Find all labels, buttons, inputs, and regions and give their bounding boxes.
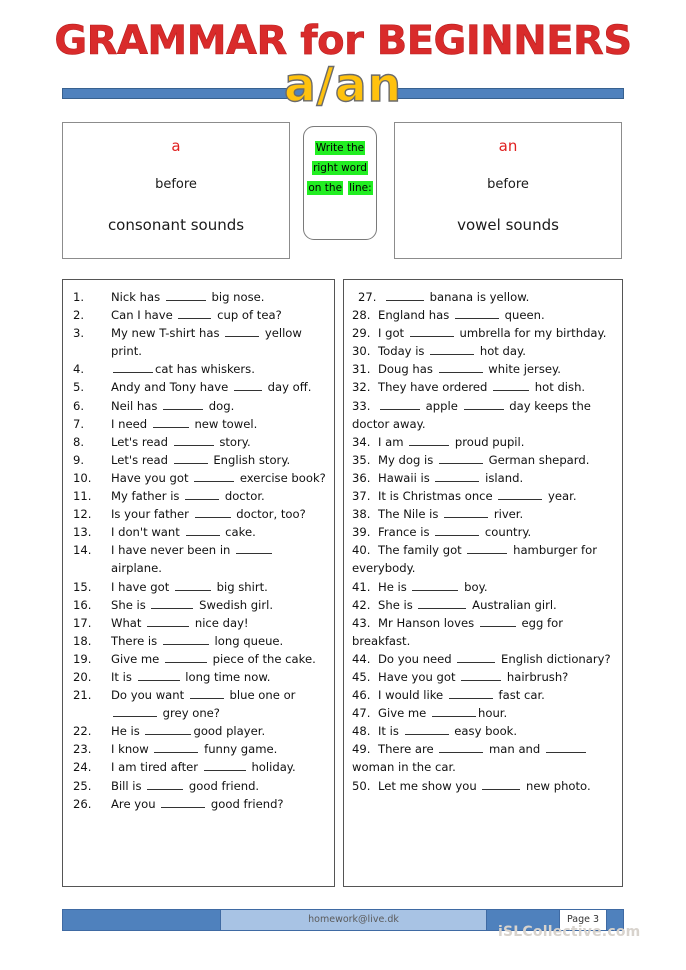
exercise-text: Are you <box>111 796 160 811</box>
exercise-number: 35. <box>352 452 371 467</box>
exercise-number: 2. <box>73 308 85 323</box>
exercise-item <box>73 433 328 451</box>
exercise-number: 1. <box>73 290 85 304</box>
page-number: Page 3 <box>559 909 607 931</box>
exercise-number: 25. <box>73 778 92 793</box>
exercise-item <box>352 777 616 795</box>
exercise-text: doctor, too? <box>232 507 306 522</box>
exercise-item <box>352 360 616 378</box>
exercise-text: He is <box>111 724 144 739</box>
answer-blank[interactable] <box>380 398 420 410</box>
answer-blank[interactable] <box>194 470 234 482</box>
exercise-item <box>73 740 328 758</box>
answer-blank[interactable] <box>174 452 208 464</box>
exercise-text: banana is yellow. <box>426 290 530 304</box>
rule-box-a <box>62 122 290 259</box>
answer-blank[interactable] <box>175 579 211 591</box>
exercise-number: 4. <box>73 362 85 377</box>
answer-blank[interactable] <box>467 542 507 554</box>
exercise-number: 15. <box>73 579 92 594</box>
exercise-number: 45. <box>352 669 371 684</box>
answer-blank[interactable] <box>166 289 206 301</box>
exercise-text: white jersey. <box>484 362 561 377</box>
exercise-columns <box>0 279 686 889</box>
exercise-item <box>352 397 616 433</box>
before-label-an: before <box>487 177 529 192</box>
rule-box-an <box>394 122 622 259</box>
article-label-an: an <box>498 137 518 155</box>
exercise-number: 7. <box>73 416 85 431</box>
exercise-number: 8. <box>73 434 85 449</box>
exercise-item <box>352 668 616 686</box>
exercise-item <box>73 795 328 813</box>
exercise-text: long queue. <box>210 633 284 648</box>
exercise-text: There is <box>111 633 161 648</box>
answer-blank[interactable] <box>439 452 483 464</box>
exercise-number: 6. <box>73 398 85 413</box>
exercise-text: Mr Hanson loves <box>378 615 478 630</box>
answer-blank[interactable] <box>435 470 479 482</box>
answer-blank[interactable] <box>186 524 220 536</box>
exercise-item <box>352 523 616 541</box>
exercise-number: 11. <box>73 489 92 504</box>
exercise-text: I know <box>111 742 153 757</box>
exercise-text: fast car. <box>494 688 545 703</box>
exercise-item <box>358 288 616 306</box>
exercise-number: 17. <box>73 615 92 630</box>
exercise-item <box>73 541 328 577</box>
exercise-item <box>73 378 328 396</box>
exercise-text: good friend. <box>185 778 260 793</box>
exercise-text: blue one or <box>225 688 296 703</box>
consonant-sounds-label: consonant sounds <box>107 216 245 234</box>
exercise-text: France is <box>378 525 434 540</box>
exercise-number: 18. <box>73 633 92 648</box>
exercise-text: cat has whiskers. <box>155 362 255 377</box>
exercise-item <box>73 306 328 324</box>
exercise-text: There are <box>378 742 438 757</box>
exercise-item <box>352 451 616 469</box>
instruction-line-3: on the <box>308 182 343 194</box>
exercise-number: 37. <box>352 489 371 504</box>
exercise-item <box>352 433 616 451</box>
exercise-text: English dictionary? <box>497 651 611 666</box>
answer-blank[interactable] <box>482 778 520 790</box>
exercise-item <box>73 578 328 596</box>
page-title: GRAMMAR for BEGINNERS <box>54 18 632 64</box>
answer-blank[interactable] <box>151 597 193 609</box>
exercise-text: story. <box>215 434 251 449</box>
answer-blank[interactable] <box>546 741 586 753</box>
answer-blank[interactable] <box>153 416 189 428</box>
exercise-number: 50. <box>352 778 371 793</box>
exercise-item <box>73 288 328 306</box>
exercise-text: cup of tea? <box>213 308 282 323</box>
answer-blank[interactable] <box>190 687 224 699</box>
exercise-text: man and <box>485 742 544 757</box>
exercise-text: She is <box>378 597 417 612</box>
exercise-number: 40. <box>352 543 371 558</box>
exercise-text: Give me <box>378 706 430 721</box>
exercise-number: 47. <box>352 706 371 721</box>
exercise-item <box>73 505 328 523</box>
answer-blank[interactable] <box>405 723 449 735</box>
instruction-line-2: right word <box>313 162 367 174</box>
exercise-number: 13. <box>73 525 92 540</box>
exercise-text: Can I have <box>111 308 177 323</box>
answer-blank[interactable] <box>418 597 466 609</box>
answer-blank[interactable] <box>163 398 203 410</box>
exercise-column-left <box>62 279 335 887</box>
exercise-text: egg for breakfast. <box>352 615 563 648</box>
before-label-a: before <box>155 177 197 192</box>
answer-blank[interactable] <box>234 379 262 391</box>
exercise-text: My dog is <box>378 452 437 467</box>
exercise-number: 9. <box>73 452 85 467</box>
answer-blank[interactable] <box>410 325 454 337</box>
exercise-number: 23. <box>73 742 92 757</box>
exercise-item <box>352 650 616 668</box>
exercise-text: Today is <box>378 344 429 359</box>
subtitle: a/an <box>283 58 403 113</box>
exercise-number: 48. <box>352 724 371 739</box>
exercise-text: doctor. <box>221 489 265 504</box>
exercise-item <box>73 777 328 795</box>
exercise-number: 33. <box>352 398 371 413</box>
exercise-text: Give me <box>111 651 163 666</box>
answer-blank[interactable] <box>449 687 493 699</box>
exercise-text: holiday. <box>247 760 296 775</box>
exercise-text: boy. <box>460 579 488 594</box>
exercise-text: She is <box>111 597 150 612</box>
answer-blank[interactable] <box>455 307 499 319</box>
exercise-text: hour. <box>478 706 508 721</box>
answer-blank[interactable] <box>161 796 205 808</box>
exercise-number: 16. <box>73 597 92 612</box>
exercise-item <box>73 632 328 650</box>
exercise-text: I don't want <box>111 525 184 540</box>
exercise-number: 5. <box>73 380 85 395</box>
exercise-text: new towel. <box>190 416 258 431</box>
answer-blank[interactable] <box>493 379 529 391</box>
exercise-number: 20. <box>73 669 92 684</box>
exercise-item <box>352 342 616 360</box>
exercise-item <box>73 523 328 541</box>
exercise-number: 19. <box>73 651 92 666</box>
exercise-item <box>352 324 616 342</box>
exercise-item <box>73 596 328 614</box>
exercise-number: 21. <box>73 688 92 703</box>
exercise-item <box>352 686 616 704</box>
answer-blank[interactable] <box>147 615 189 627</box>
exercise-column-right <box>343 279 623 887</box>
exercise-number: 10. <box>73 470 92 485</box>
exercise-text: I have never been in <box>111 543 235 558</box>
exercise-text: yellow print. <box>111 326 302 359</box>
answer-blank[interactable] <box>461 669 501 681</box>
answer-blank[interactable] <box>498 488 542 500</box>
exercise-text: Australian girl. <box>468 597 557 612</box>
exercise-text: It is Christmas once <box>378 489 497 504</box>
answer-blank[interactable] <box>439 741 483 753</box>
exercise-text: Doug has <box>378 362 437 377</box>
exercise-text: Have you got <box>378 669 460 684</box>
exercise-text: Let's read <box>111 452 172 467</box>
exercise-text: I am <box>378 434 408 449</box>
exercise-text: woman in the car. <box>352 760 456 775</box>
exercise-number: 42. <box>352 597 371 612</box>
instruction-box <box>303 126 377 240</box>
answer-blank[interactable] <box>113 361 153 373</box>
exercise-text: Let's read <box>111 434 172 449</box>
exercise-text: Nick has <box>111 290 164 304</box>
exercise-text: funny game. <box>200 742 278 757</box>
exercise-number: 27. <box>358 290 377 304</box>
exercise-text: Let me show you <box>378 778 481 793</box>
exercise-text: hamburger for everybody. <box>352 543 597 576</box>
exercise-text: Is your father <box>111 507 193 522</box>
instruction-line-1: Write the <box>315 142 365 154</box>
exercise-text: big shirt. <box>212 579 268 594</box>
exercise-text: island. <box>481 470 524 485</box>
answer-blank[interactable] <box>236 542 272 554</box>
exercise-item <box>352 469 616 487</box>
exercise-text: The Nile is <box>378 507 443 522</box>
exercise-text: big nose. <box>207 290 265 304</box>
exercise-item <box>352 614 616 650</box>
exercise-item <box>73 614 328 632</box>
answer-blank[interactable] <box>204 759 246 771</box>
exercise-item <box>73 415 328 433</box>
answer-blank[interactable] <box>480 615 516 627</box>
exercise-text: long time now. <box>181 669 271 684</box>
exercise-item <box>352 578 616 596</box>
exercise-item <box>73 469 328 487</box>
exercise-text: They have ordered <box>378 380 492 395</box>
rule-boxes-row <box>0 122 686 270</box>
exercise-text: day keeps the doctor away. <box>352 398 591 431</box>
exercise-text: Do you need <box>378 651 456 666</box>
answer-blank[interactable] <box>174 434 214 446</box>
answer-blank[interactable] <box>154 741 198 753</box>
answer-blank[interactable] <box>163 633 209 645</box>
exercise-item <box>352 722 616 740</box>
exercise-text: I got <box>378 326 408 341</box>
answer-blank[interactable] <box>412 579 458 591</box>
exercise-number: 36. <box>352 470 371 485</box>
exercise-text: grey one? <box>159 706 220 721</box>
answer-blank[interactable] <box>178 307 211 319</box>
exercise-item <box>73 397 328 415</box>
exercise-item <box>352 704 616 722</box>
exercise-text: English story. <box>209 452 291 467</box>
exercise-text: Have you got <box>111 470 193 485</box>
exercise-number: 28. <box>352 308 371 323</box>
exercise-text: hairbrush? <box>503 669 569 684</box>
exercise-item <box>73 360 328 378</box>
answer-blank[interactable] <box>185 488 219 500</box>
answer-blank[interactable] <box>464 398 504 410</box>
exercise-text: country. <box>481 525 532 540</box>
exercise-number: 14. <box>73 543 92 558</box>
exercise-text: I am tired after <box>111 760 202 775</box>
exercise-number: 3. <box>73 326 85 341</box>
exercise-item <box>73 722 328 740</box>
exercise-text: Neil has <box>111 398 162 413</box>
exercise-text: England has <box>378 308 453 323</box>
exercise-number: 34. <box>352 434 371 449</box>
exercise-text: He is <box>378 579 411 594</box>
answer-blank[interactable] <box>145 723 191 735</box>
exercise-text: hot day. <box>476 344 526 359</box>
article-label-a: a <box>171 137 181 155</box>
exercise-number: 44. <box>352 651 371 666</box>
answer-blank[interactable] <box>457 651 495 663</box>
exercise-item <box>73 758 328 776</box>
exercise-text: I need <box>111 416 151 431</box>
exercise-text: river. <box>490 507 524 522</box>
exercise-item <box>352 596 616 614</box>
exercise-text: hot dish. <box>531 380 586 395</box>
exercise-text: My new T-shirt has <box>111 326 224 341</box>
exercise-text: My father is <box>111 489 184 504</box>
exercise-text: apple <box>422 398 462 413</box>
exercise-number: 24. <box>73 760 92 775</box>
exercise-text: umbrella for my birthday. <box>455 326 607 341</box>
exercise-text: exercise book? <box>236 470 326 485</box>
answer-blank[interactable] <box>195 506 231 518</box>
exercise-text: airplane. <box>111 561 162 576</box>
exercise-item <box>352 378 616 396</box>
exercise-item <box>352 505 616 523</box>
answer-blank[interactable] <box>430 343 474 355</box>
exercise-number: 49. <box>352 742 371 757</box>
answer-blank[interactable] <box>113 705 157 717</box>
exercise-text: Do you want <box>111 688 188 703</box>
exercise-text: queen. <box>500 308 545 323</box>
exercise-number: 41. <box>352 579 371 594</box>
vowel-sounds-label: vowel sounds <box>457 216 559 234</box>
exercise-number: 38. <box>352 507 371 522</box>
exercise-text: year. <box>544 489 577 504</box>
exercise-number: 32. <box>352 380 371 395</box>
exercise-number: 12. <box>73 507 92 522</box>
exercise-item <box>73 686 328 722</box>
answer-blank[interactable] <box>165 651 207 663</box>
exercise-text: The family got <box>378 543 466 558</box>
exercise-text: German shepard. <box>485 452 590 467</box>
exercise-text: It is <box>378 724 403 739</box>
exercise-text: good friend? <box>207 796 284 811</box>
answer-blank[interactable] <box>225 325 259 337</box>
footer-email: homework@live.dk <box>220 909 487 931</box>
answer-blank[interactable] <box>435 524 479 536</box>
exercise-text: easy book. <box>450 724 518 739</box>
exercise-number: 26. <box>73 796 92 811</box>
exercise-item <box>73 650 328 668</box>
exercise-item <box>73 668 328 686</box>
exercise-text: I would like <box>378 688 447 703</box>
exercise-number: 46. <box>352 688 371 703</box>
exercise-item <box>73 451 328 469</box>
exercise-text: nice day! <box>191 615 249 630</box>
exercise-text: It is <box>111 669 136 684</box>
exercise-item <box>352 541 616 577</box>
exercise-text: piece of the cake. <box>209 651 316 666</box>
exercise-text: I have got <box>111 579 173 594</box>
exercise-item <box>352 487 616 505</box>
exercise-number: 43. <box>352 615 371 630</box>
exercise-item <box>352 740 616 776</box>
exercise-item <box>73 487 328 505</box>
exercise-number: 22. <box>73 724 92 739</box>
subtitle-row <box>0 58 686 116</box>
answer-blank[interactable] <box>444 506 488 518</box>
exercise-item <box>73 324 328 360</box>
answer-blank[interactable] <box>138 669 180 681</box>
exercise-text: Bill is <box>111 778 146 793</box>
exercise-text: day off. <box>263 380 312 395</box>
answer-blank[interactable] <box>147 778 183 790</box>
answer-blank[interactable] <box>432 705 476 717</box>
answer-blank[interactable] <box>386 289 424 301</box>
exercise-text: Hawaii is <box>378 470 434 485</box>
watermark: iSLCollective.com <box>498 924 641 940</box>
exercise-text: Andy and Tony have <box>111 380 232 395</box>
exercise-item <box>352 306 616 324</box>
exercise-text: good player. <box>193 724 266 739</box>
exercise-number: 29. <box>352 326 371 341</box>
exercise-text: new photo. <box>522 778 591 793</box>
exercise-number: 39. <box>352 525 371 540</box>
exercise-text: Swedish girl. <box>195 597 274 612</box>
exercise-number: 30. <box>352 344 371 359</box>
answer-blank[interactable] <box>409 434 449 446</box>
exercise-text: proud pupil. <box>451 434 525 449</box>
exercise-text: cake. <box>221 525 256 540</box>
instruction-line-4: line: <box>349 182 372 194</box>
answer-blank[interactable] <box>439 361 483 373</box>
exercise-number: 31. <box>352 362 371 377</box>
exercise-text: What <box>111 615 146 630</box>
exercise-text: dog. <box>205 398 235 413</box>
